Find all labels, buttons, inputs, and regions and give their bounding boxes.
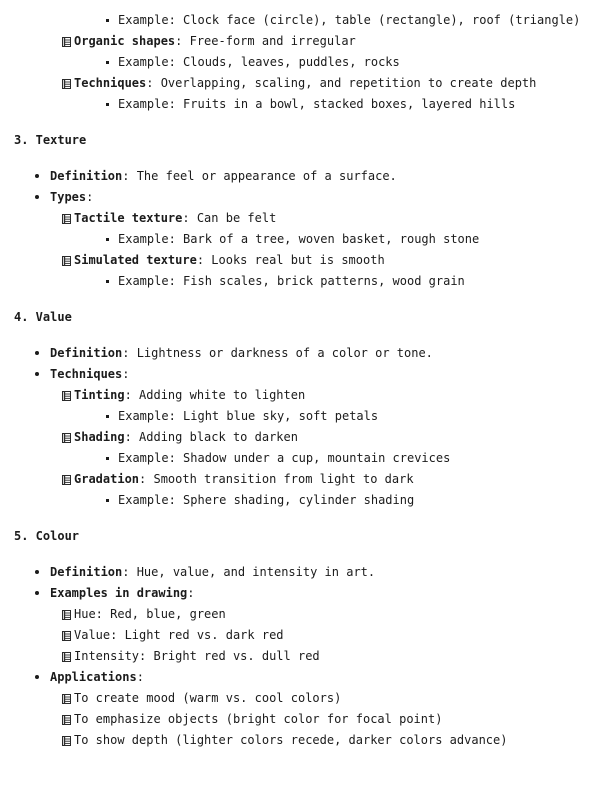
item-text: Hue: Red, blue, green: [74, 607, 226, 621]
item-text: Example: Bark of a tree, woven basket, rough stone: [118, 232, 480, 246]
list-item: [0, 208, 612, 229]
list-item: [0, 73, 612, 94]
disc-bullet-icon: [35, 675, 39, 679]
item-text: : Adding black to darken: [124, 430, 298, 444]
list-item: [0, 688, 612, 709]
item-text: To show depth (lighter colors recede, darker colors advance): [74, 733, 508, 747]
list-item: [0, 343, 612, 364]
disc-bullet-icon: [35, 195, 39, 199]
list-item: [0, 625, 612, 646]
item-text: Example: Shadow under a cup, mountain crevices: [118, 451, 451, 465]
tofu-box-bullet-icon: [62, 630, 71, 641]
disc-bullet-icon: [35, 570, 39, 574]
list-item: [0, 271, 612, 292]
item-text: Example: Fruits in a bowl, stacked boxes, layered hills: [118, 97, 516, 111]
item-lead-label: Shading: [74, 430, 125, 444]
item-text: To emphasize objects (bright color for focal point): [74, 712, 443, 726]
tofu-box-bullet-icon: [62, 693, 71, 704]
tofu-box-bullet-icon: [62, 432, 71, 443]
item-lead-label: Tactile texture: [74, 211, 183, 225]
item-lead-label: Definition: [50, 169, 123, 183]
item-text: Example: Fish scales, brick patterns, wood grain: [118, 274, 465, 288]
item-text: : Looks real but is smooth: [196, 253, 385, 267]
item-text: Value: Light red vs. dark red: [74, 628, 284, 642]
item-text: Intensity: Bright red vs. dull red: [74, 649, 320, 663]
item-lead-label: Definition: [50, 346, 123, 360]
item-lead-label: Organic shapes: [74, 34, 176, 48]
tofu-box-bullet-icon: [62, 78, 71, 89]
tofu-box-bullet-icon: [62, 36, 71, 47]
tofu-box-bullet-icon: [62, 609, 71, 620]
square-bullet-icon: [106, 103, 109, 106]
document-body: [0, 10, 612, 751]
tofu-box-bullet-icon: [62, 474, 71, 485]
list-item: [0, 406, 612, 427]
item-lead-label: Applications: [50, 670, 137, 684]
item-lead-label: Techniques: [50, 367, 123, 381]
item-text: To create mood (warm vs. cool colors): [74, 691, 342, 705]
list-item: [0, 229, 612, 250]
item-lead-label: Examples in drawing: [50, 586, 188, 600]
item-lead-label: Types: [50, 190, 87, 204]
tofu-box-bullet-icon: [62, 213, 71, 224]
item-text: Example: Clock face (circle), table (rectangle), roof (triangle): [118, 13, 581, 27]
list-item: [0, 469, 612, 490]
list-item: [0, 490, 612, 511]
square-bullet-icon: [106, 457, 109, 460]
item-text: : Smooth transition from light to dark: [139, 472, 414, 486]
list-item: [0, 166, 612, 187]
item-lead-label: Definition: [50, 565, 123, 579]
list-item: [0, 646, 612, 667]
item-text: :: [122, 367, 130, 381]
item-lead-label: Techniques: [74, 76, 147, 90]
list-item: [0, 448, 612, 469]
section-heading: 4. Value: [14, 310, 72, 324]
item-text: : Hue, value, and intensity in art.: [122, 565, 376, 579]
tofu-box-bullet-icon: [62, 651, 71, 662]
item-text: Example: Clouds, leaves, puddles, rocks: [118, 55, 400, 69]
disc-bullet-icon: [35, 372, 39, 376]
tofu-box-bullet-icon: [62, 714, 71, 725]
list-item: [0, 667, 612, 688]
item-text: : Adding white to lighten: [124, 388, 306, 402]
tofu-box-bullet-icon: [62, 735, 71, 746]
item-lead-label: Simulated texture: [74, 253, 197, 267]
square-bullet-icon: [106, 280, 109, 283]
item-text: : The feel or appearance of a surface.: [122, 169, 397, 183]
disc-bullet-icon: [35, 351, 39, 355]
square-bullet-icon: [106, 415, 109, 418]
item-text: Example: Light blue sky, soft petals: [118, 409, 379, 423]
list-item: [0, 427, 612, 448]
item-text: Example: Sphere shading, cylinder shading: [118, 493, 415, 507]
item-text: :: [136, 670, 144, 684]
list-item: [0, 385, 612, 406]
list-item: [0, 730, 612, 751]
square-bullet-icon: [106, 238, 109, 241]
section-heading: 3. Texture: [14, 133, 87, 147]
square-bullet-icon: [106, 499, 109, 502]
item-lead-label: Tinting: [74, 388, 125, 402]
square-bullet-icon: [106, 61, 109, 64]
section-heading: 5. Colour: [14, 529, 80, 543]
list-item: [0, 94, 612, 115]
list-item: [0, 364, 612, 385]
item-text: : Lightness or darkness of a color or tone.: [122, 346, 433, 360]
list-item: [0, 709, 612, 730]
tofu-box-bullet-icon: [62, 390, 71, 401]
list-item: [0, 250, 612, 271]
list-item: [0, 52, 612, 73]
list-item: [0, 10, 612, 31]
list-item: [0, 604, 612, 625]
item-text: : Can be felt: [182, 211, 277, 225]
tofu-box-bullet-icon: [62, 255, 71, 266]
item-text: :: [187, 586, 195, 600]
disc-bullet-icon: [35, 591, 39, 595]
item-text: :: [86, 190, 94, 204]
disc-bullet-icon: [35, 174, 39, 178]
list-item: [0, 31, 612, 52]
item-text: : Overlapping, scaling, and repetition to create depth: [146, 76, 537, 90]
item-lead-label: Gradation: [74, 472, 140, 486]
square-bullet-icon: [106, 19, 109, 22]
item-text: : Free-form and irregular: [175, 34, 356, 48]
list-item: [0, 187, 612, 208]
list-item: [0, 562, 612, 583]
list-item: [0, 583, 612, 604]
